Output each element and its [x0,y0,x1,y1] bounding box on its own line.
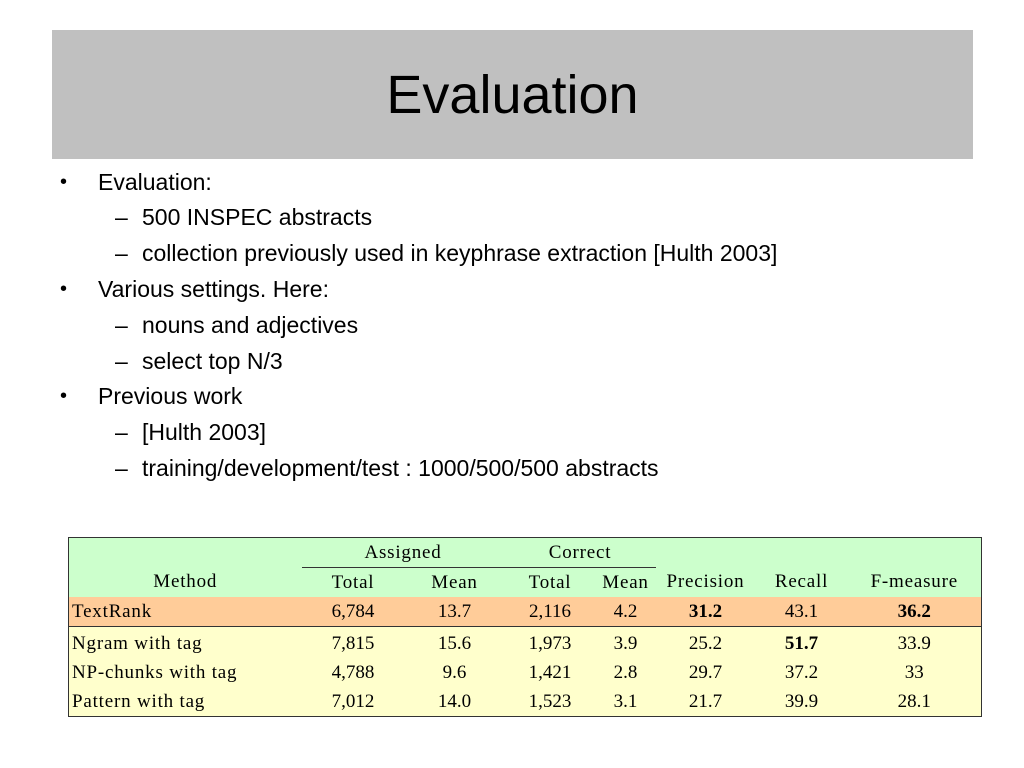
precision-cell: 21.7 [656,687,756,717]
assigned-total-cell: 4,788 [302,658,405,687]
bullet-text: Various settings. Here: [98,276,329,302]
recall-cell: 39.9 [756,687,848,717]
slide-title: Evaluation [386,64,639,125]
correct-mean-cell: 3.1 [596,687,656,717]
assigned-mean-cell: 14.0 [405,687,505,717]
column-header-recall: Recall [756,568,848,598]
results-table [68,537,981,714]
assigned-mean-cell: 9.6 [405,658,505,687]
dash-marker: – [115,204,128,230]
header-spacer [756,538,848,568]
assigned-total-cell: 7,815 [302,627,405,659]
recall-cell: 51.7 [756,627,848,659]
column-header-precision: Precision [656,568,756,598]
f-measure-cell: 33 [848,658,982,687]
correct-group-header: Correct [505,538,656,568]
bullet-text: Previous work [98,383,243,409]
method-cell: TextRank [69,597,302,627]
recall-cell: 37.2 [756,658,848,687]
dash-marker: – [115,312,128,338]
bullet-marker: • [60,278,68,300]
assigned-total-cell: 6,784 [302,597,405,627]
column-header-assigned-total: Total [302,568,405,598]
bullet-text: Evaluation: [98,169,212,195]
assigned-group-header: Assigned [302,538,505,568]
dash-marker: – [115,455,128,481]
f-measure-cell: 33.9 [848,627,982,659]
sub-bullet-text: select top N/3 [142,348,283,374]
sub-bullet-text: 500 INSPEC abstracts [142,204,373,230]
precision-cell: 31.2 [656,597,756,627]
header-spacer [848,538,982,568]
bullet-marker: • [60,385,68,407]
column-header-correct-total: Total [505,568,596,598]
table-row [69,627,982,659]
bullet-marker: • [60,171,68,193]
assigned-mean-cell: 13.7 [405,597,505,627]
f-measure-cell: 36.2 [848,597,982,627]
title-bar [52,30,973,159]
dash-marker: – [115,419,128,445]
dash-marker: – [115,240,128,266]
correct-mean-cell: 2.8 [596,658,656,687]
column-header-f-measure: F-measure [848,568,982,598]
correct-total-cell: 2,116 [505,597,596,627]
precision-cell: 29.7 [656,658,756,687]
recall-cell: 43.1 [756,597,848,627]
column-header-method: Method [69,568,302,598]
correct-mean-cell: 3.9 [596,627,656,659]
correct-mean-cell: 4.2 [596,597,656,627]
group-header-row [69,538,982,568]
method-cell: Pattern with tag [69,687,302,717]
header-spacer [656,538,756,568]
correct-total-cell: 1,523 [505,687,596,717]
precision-cell: 25.2 [656,627,756,659]
header-spacer [69,538,302,568]
table-row-textrank [69,597,982,627]
sub-bullet-text: collection previously used in keyphrase extraction [Hulth 2003] [142,240,778,266]
assigned-mean-cell: 15.6 [405,627,505,659]
dash-marker: – [115,348,128,374]
f-measure-cell: 28.1 [848,687,982,717]
table-row [69,658,982,687]
sub-bullet-text: training/development/test : 1000/500/500 abstracts [142,455,659,481]
table-row [69,687,982,717]
correct-total-cell: 1,421 [505,658,596,687]
column-header-row [69,568,982,598]
assigned-total-cell: 7,012 [302,687,405,717]
method-cell: NP-chunks with tag [69,658,302,687]
column-header-assigned-mean: Mean [405,568,505,598]
method-cell: Ngram with tag [69,627,302,659]
column-header-correct-mean: Mean [596,568,656,598]
correct-total-cell: 1,973 [505,627,596,659]
sub-bullet-text: [Hulth 2003] [142,419,267,445]
sub-bullet-text: nouns and adjectives [142,312,359,338]
